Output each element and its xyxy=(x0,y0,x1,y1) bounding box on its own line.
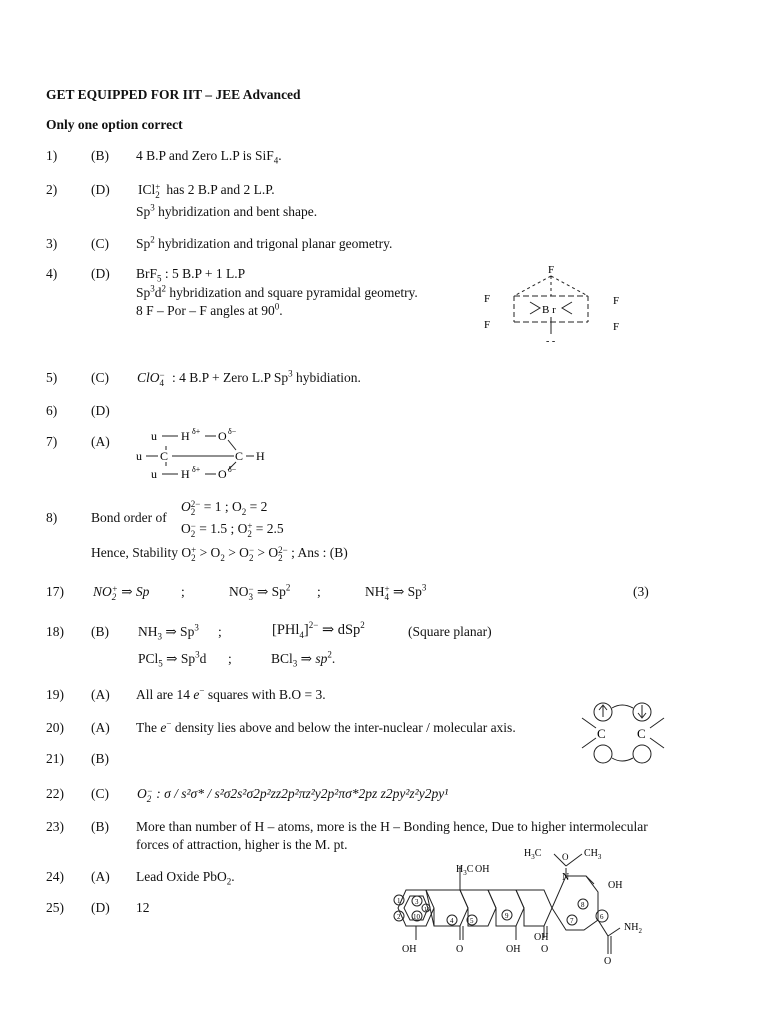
q3-answer: Sp$^2$ hybridization and trigonal planar geometry. xyxy=(136,234,393,251)
q18-pcl5: PCl$_5$ ⇒ Sp$^3$d xyxy=(138,649,207,669)
brf5-center-br: B r xyxy=(542,304,556,316)
q1-answer: 4 B.P and Zero L.P is SiF$_4$. xyxy=(136,148,282,166)
q7-u1: u xyxy=(151,429,157,443)
q19-answer: All are 14 e− squares with B.O = 3. xyxy=(136,685,326,702)
q17-nh4: NH + 4 ⇒ Sp$^3$ xyxy=(365,582,427,602)
brf5-structure-diagram xyxy=(478,262,638,344)
mol-num-3: 3 xyxy=(415,898,419,906)
q7-option: (A) xyxy=(91,434,110,449)
mol-num-9: 9 xyxy=(505,912,509,920)
q18-bcl3: BCl$_3$ ⇒ $sp^2$. xyxy=(271,649,336,669)
q4-line1: BrF$_5$ : 5 B.P + 1 L.P xyxy=(136,266,246,284)
q17-no2: NO + 2 ⇒ Sp xyxy=(93,584,150,602)
mol-num-5: 5 xyxy=(470,917,474,925)
q23-option: (B) xyxy=(91,819,109,834)
mol-h3c: $H_3C$ xyxy=(456,864,474,877)
q1-number: 1) xyxy=(46,148,58,163)
mol-num-10: 10 xyxy=(413,913,420,921)
q22-option: (C) xyxy=(91,786,109,801)
q18-phl4: $[PHl_4]^{2-}$ ⇒ dSp$^2$ xyxy=(272,620,365,640)
q7-o2: O xyxy=(218,467,227,481)
mol-num-7: 7 xyxy=(570,917,574,925)
mol-oh-bottom3: OH xyxy=(534,932,549,943)
q7-h1-charge: δ+ xyxy=(192,427,201,436)
q1-option: (B) xyxy=(91,148,109,163)
q18-note: (Square planar) xyxy=(408,624,492,639)
brf5-right-f2: F xyxy=(613,321,620,333)
q22-configuration: O − 2 : σ / s²σ* / s²σ2s²σ2p²zz2p²πz²y2p²πσ*2pz z2py²z²y2py¹ xyxy=(137,786,449,804)
q7-number: 7) xyxy=(46,434,58,449)
q5-option: (C) xyxy=(91,370,109,385)
q17-marks: (3) xyxy=(633,584,649,599)
q7-o2-charge: δ− xyxy=(228,465,237,474)
mol-num-8: 8 xyxy=(581,901,585,909)
pi-bond-orbital-diagram xyxy=(576,700,672,770)
q20-option: (A) xyxy=(91,720,110,735)
q17-separator2: ; xyxy=(317,584,321,599)
brf5-top-f: F xyxy=(548,264,555,276)
q4-option: (D) xyxy=(91,266,110,281)
q7-h2: H xyxy=(181,467,190,481)
q4-number: 4) xyxy=(46,266,58,281)
q23-line1: More than number of H – atoms, more is the H – Bonding hence, Due to higher intermolecular xyxy=(136,819,648,834)
mol-num-11: 11 xyxy=(424,907,430,913)
q25-number: 25) xyxy=(46,900,64,915)
mol-num-6: 6 xyxy=(600,913,604,921)
mol-num-2: 2 xyxy=(397,913,401,921)
q17-number: 17) xyxy=(46,584,64,599)
brf5-left-f2: F xyxy=(484,319,491,331)
pi-diagram-c2: C xyxy=(637,726,646,741)
q18-option: (B) xyxy=(91,624,109,639)
q19-number: 19) xyxy=(46,687,64,702)
q18-nh3: $NH_3$ ⇒ Sp$^3$ xyxy=(138,622,199,642)
q19-option: (A) xyxy=(91,687,110,702)
q18-separator1: ; xyxy=(218,624,222,639)
q2-line1: ICl + 2 has 2 B.P and 2 L.P. xyxy=(138,182,275,200)
mol-num-1: 1 xyxy=(397,897,401,905)
q18-number: 18) xyxy=(46,624,64,639)
q25-answer: 12 xyxy=(136,900,150,915)
section-subheading: Only one option correct xyxy=(46,117,183,132)
q7-c2: C xyxy=(235,449,244,463)
q2-line2: Sp$^3$ hybridization and bent shape. xyxy=(136,202,318,219)
q24-answer: Lead Oxide PbO$_2$. xyxy=(136,869,235,887)
pi-diagram-c1: C xyxy=(597,726,606,741)
brf5-right-f1: F xyxy=(613,295,620,307)
q8-label: Bond order of xyxy=(91,510,167,525)
mol-oh-bottom2: OH xyxy=(506,944,521,955)
mol-num-4: 4 xyxy=(450,917,454,925)
q7-u2: u xyxy=(136,449,142,463)
q8-row2: O − 2 = 1.5 ; O + 2 = 2.5 xyxy=(181,521,284,539)
q21-option: (B) xyxy=(91,751,109,766)
page-heading: GET EQUIPPED FOR IIT – JEE Advanced xyxy=(46,87,301,102)
mol-oh-top: OH xyxy=(475,864,490,875)
q2-option: (D) xyxy=(91,182,110,197)
q7-h2-charge: δ+ xyxy=(192,465,201,474)
mol-o-bottom3: O xyxy=(604,956,612,967)
q23-number: 23) xyxy=(46,819,64,834)
mol-o-bottom2: O xyxy=(541,944,549,955)
q22-number: 22) xyxy=(46,786,64,801)
q8-row1: O 2− 2 = 1 ; $O_2 = 2$ xyxy=(181,499,268,517)
q5-answer: ClO − 4 : 4 B.P + Zero L.P Sp$^3$ hybidiation. xyxy=(137,368,361,388)
q24-number: 24) xyxy=(46,869,64,884)
q8-number: 8) xyxy=(46,510,58,525)
q8-stability-line: Hence, Stability O + 2 > $O_2 > O$ − 2 > O 2− 2 ; Ans : (B) xyxy=(91,545,348,563)
mol-oh-right: OH xyxy=(608,880,623,891)
mol-n-h3c: $H_3C$ xyxy=(524,848,542,861)
q23-line2: forces of attraction, higher is the M. pt. xyxy=(136,837,348,852)
q4-line2: $Sp^3d^2$ hybridization and square pyramidal geometry. xyxy=(136,283,418,300)
q6-option: (D) xyxy=(91,403,110,418)
q4-line3: 8 F – Por – F angles at $90^0$. xyxy=(136,301,283,318)
q7-u3: u xyxy=(151,467,157,481)
polycyclic-molecule-structure xyxy=(376,840,666,970)
mol-oh-bottom1: OH xyxy=(402,944,417,955)
brf5-left-f1: F xyxy=(484,293,491,305)
q5-number: 5) xyxy=(46,370,58,385)
q7-h1: H xyxy=(181,429,190,443)
q3-number: 3) xyxy=(46,236,58,251)
q2-number: 2) xyxy=(46,182,58,197)
q18-separator2: ; xyxy=(228,651,232,666)
q7-c1: C xyxy=(160,449,169,463)
q24-option: (A) xyxy=(91,869,110,884)
q7-h: H xyxy=(256,449,265,463)
q6-number: 6) xyxy=(46,403,58,418)
q17-no3: NO − 3 ⇒ Sp$^2$ xyxy=(229,582,291,602)
q3-option: (C) xyxy=(91,236,109,251)
q7-o1-charge: δ− xyxy=(228,427,237,436)
q20-answer: The e− density lies above and below the inter-nuclear / molecular axis. xyxy=(136,718,516,735)
q7-o1: O xyxy=(218,429,227,443)
mol-n: N xyxy=(562,872,570,883)
brf5-lone-pair: - - xyxy=(546,336,556,344)
q20-number: 20) xyxy=(46,720,64,735)
q7-hydrogen-bond-structure xyxy=(130,424,280,488)
mol-ch3: $CH_3$ xyxy=(584,848,602,861)
q25-option: (D) xyxy=(91,900,110,915)
q17-separator1: ; xyxy=(181,584,185,599)
mol-nh2: $NH_2$ xyxy=(624,922,642,935)
q21-number: 21) xyxy=(46,751,64,766)
mol-n-o: O xyxy=(562,852,569,862)
mol-o-bottom1: O xyxy=(456,944,464,955)
